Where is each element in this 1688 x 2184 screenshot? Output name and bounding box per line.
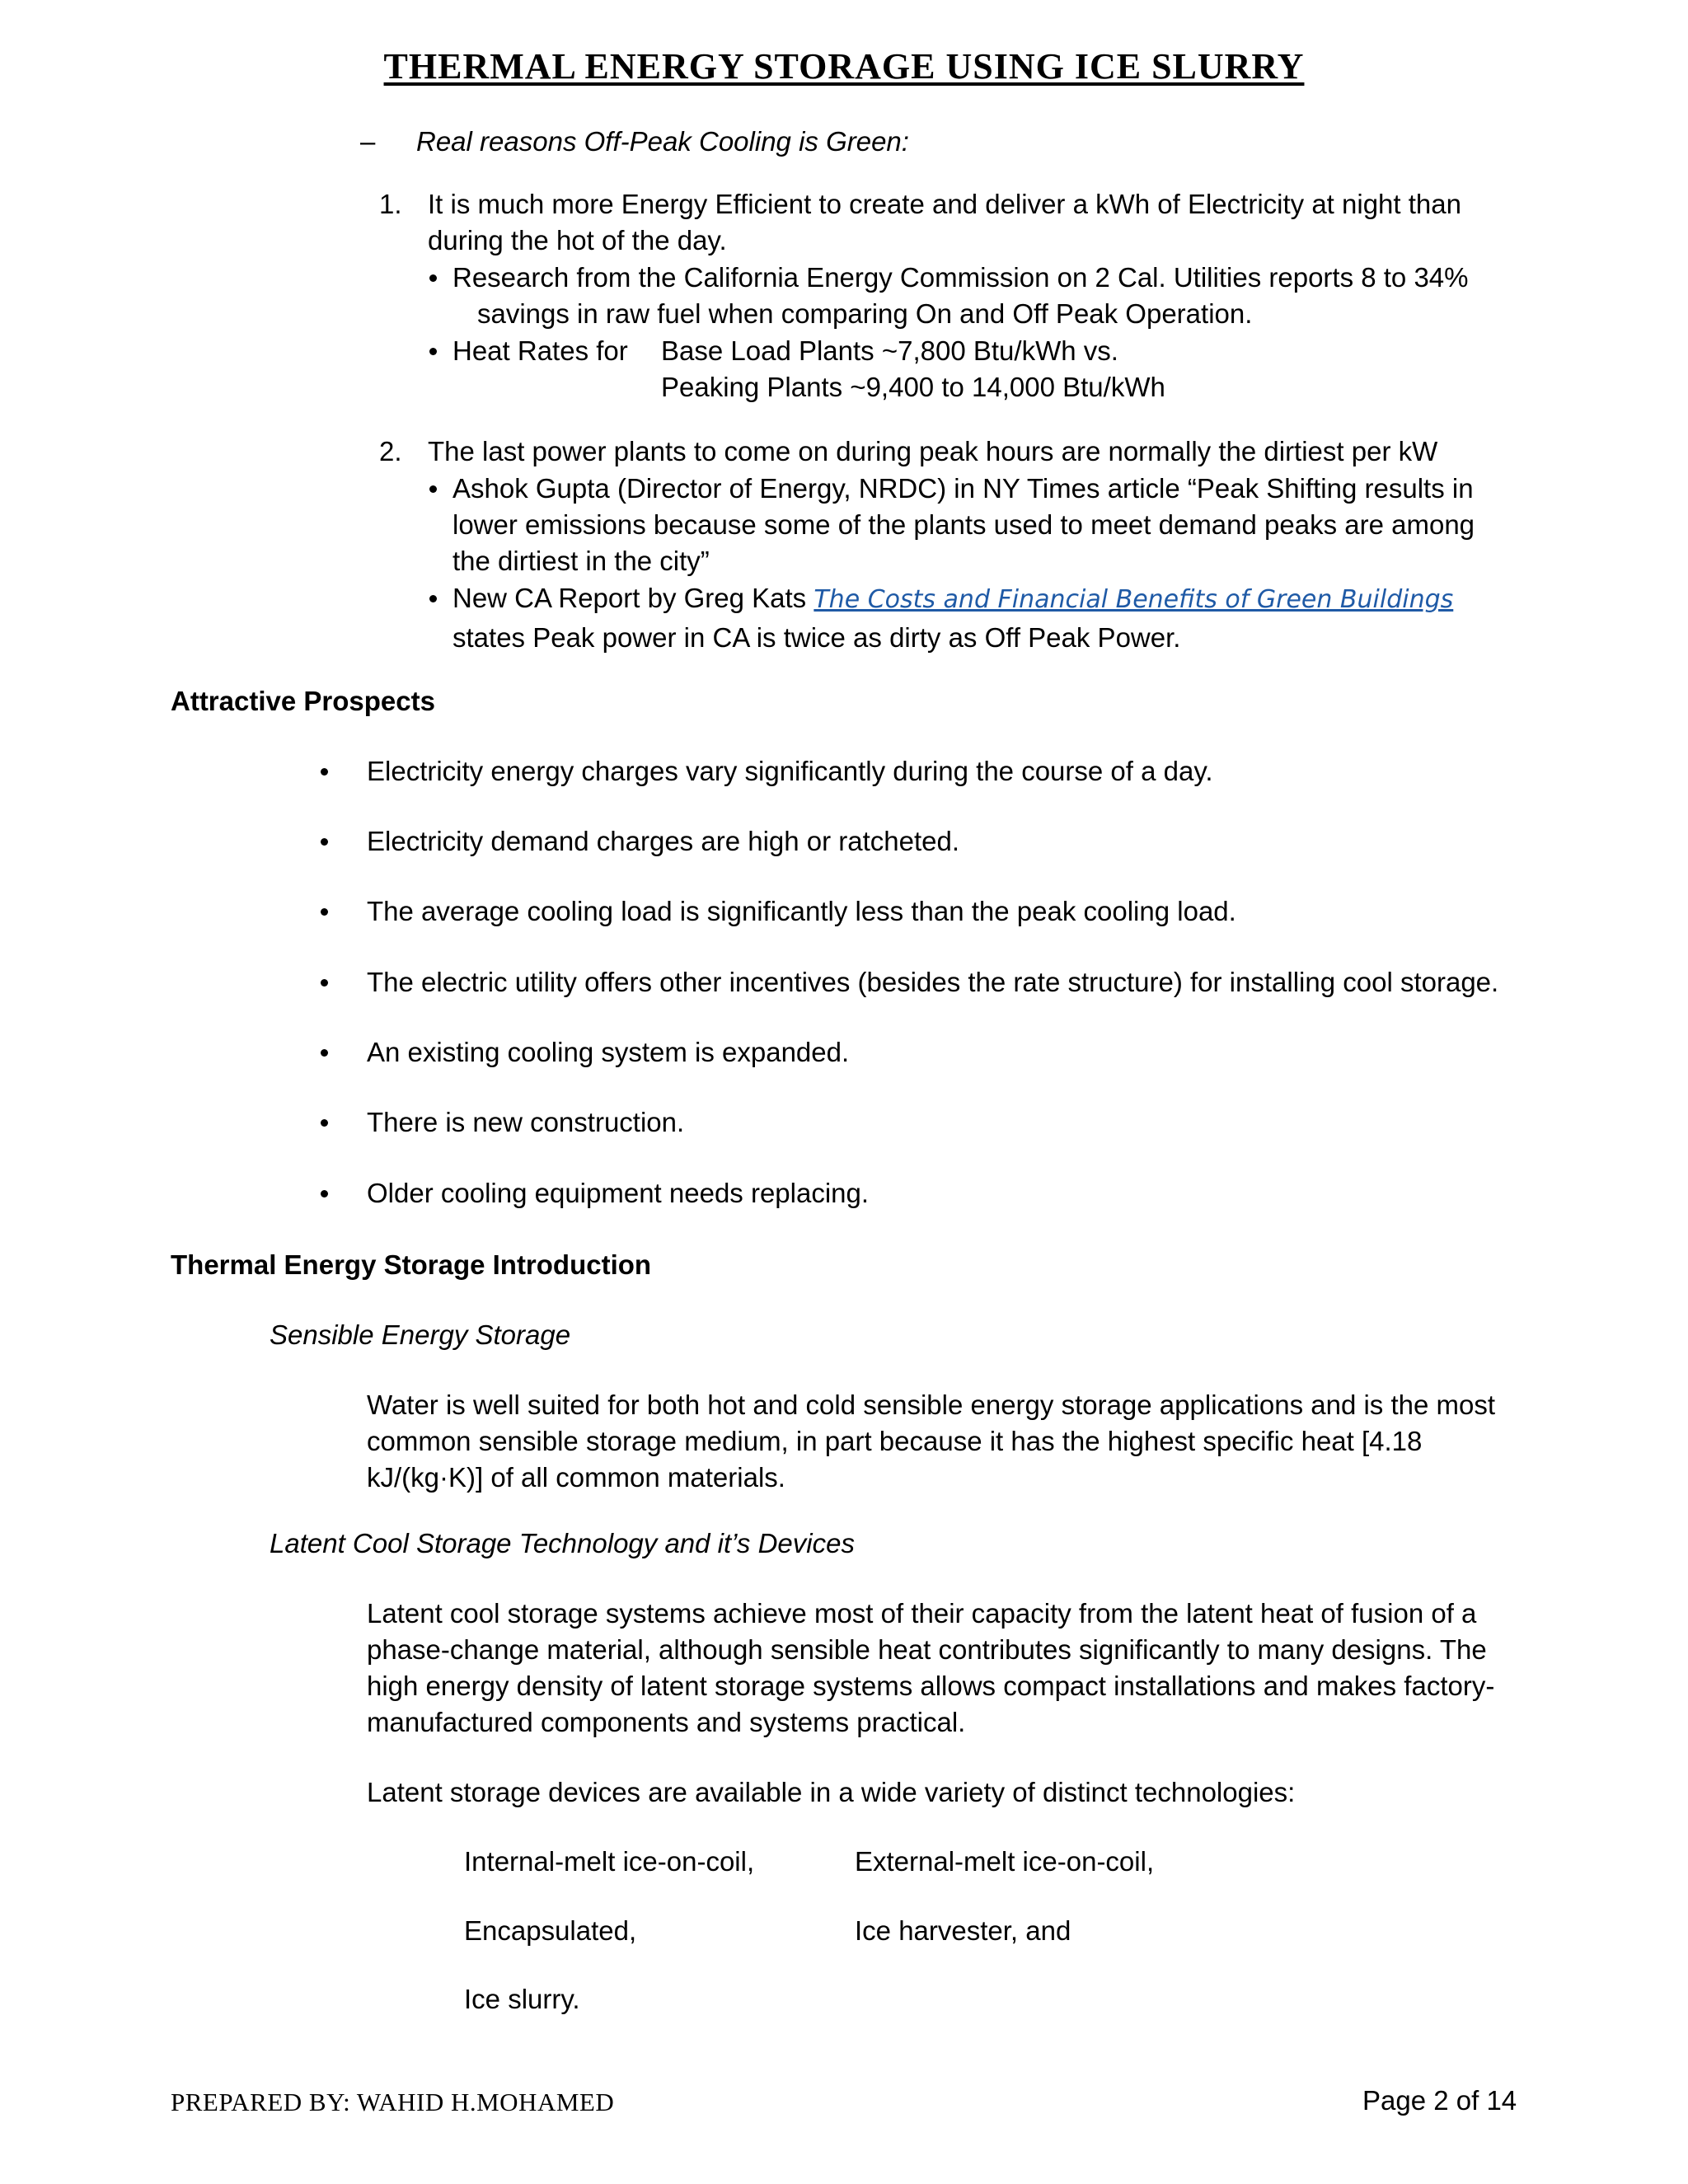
list-number-2: 2. bbox=[379, 436, 402, 466]
item1-bullet1-line1: Research from the California Energy Commission on 2 Cal. Utilities reports 8 to 34% bbox=[452, 262, 1469, 293]
technology-item: Internal-melt ice-on-coil, bbox=[464, 1846, 755, 1877]
bullet-icon bbox=[429, 595, 437, 602]
bullet-icon bbox=[321, 908, 328, 916]
technology-item: External-melt ice-on-coil, bbox=[855, 1846, 1155, 1877]
bullet-icon bbox=[321, 838, 328, 846]
subheading-sensible: Sensible Energy Storage bbox=[270, 1319, 571, 1350]
prospect-item: The average cooling load is significantly less than the peak cooling load. bbox=[367, 896, 1236, 926]
item1-line2: during the hot of the day. bbox=[428, 225, 727, 255]
latent-paragraph-line: manufactured components and systems practical. bbox=[367, 1707, 966, 1737]
item2-bullet1-line3: the dirtiest in the city” bbox=[452, 546, 710, 576]
prospect-item: An existing cooling system is expanded. bbox=[367, 1037, 850, 1067]
green-heading: Real reasons Off-Peak Cooling is Green: bbox=[416, 126, 909, 157]
footer-author: PREPARED BY: WAHID H.MOHAMED bbox=[171, 2088, 615, 2116]
dash-marker: – bbox=[360, 126, 376, 157]
sensible-paragraph-line: common sensible storage medium, in part because it has the highest specific heat [4.18 bbox=[367, 1426, 1423, 1456]
prospect-item: There is new construction. bbox=[367, 1107, 685, 1137]
page-number: Page 2 of 14 bbox=[1362, 2085, 1517, 2116]
subheading-latent: Latent Cool Storage Technology and it’s Devices bbox=[270, 1528, 855, 1558]
report-text: New CA Report by Greg Kats bbox=[452, 583, 814, 613]
heat-rates-line1: Base Load Plants ~7,800 Btu/kWh vs. bbox=[661, 335, 1118, 366]
latent-paragraph-line: high energy density of latent storage systems allows compact installations and makes factory- bbox=[367, 1671, 1495, 1701]
latent-paragraph-line: Latent cool storage systems achieve most of their capacity from the latent heat of fusion of a bbox=[367, 1598, 1477, 1629]
sensible-paragraph-line: Water is well suited for both hot and cold sensible energy storage applications and is the most bbox=[367, 1390, 1496, 1420]
heat-rates-label: Heat Rates for bbox=[452, 335, 628, 366]
item2-bullet2-line1 bbox=[452, 580, 1453, 618]
sensible-paragraph-line: kJ/(kg·K)] of all common materials. bbox=[367, 1462, 785, 1493]
bullet-icon bbox=[429, 485, 437, 493]
bullet-icon bbox=[321, 1119, 328, 1127]
green-buildings-link[interactable]: The Costs and Financial Benefits of Green Buildings bbox=[814, 585, 1454, 614]
prospect-item: Electricity energy charges vary significantly during the course of a day. bbox=[367, 756, 1213, 786]
section-heading-prospects: Attractive Prospects bbox=[171, 686, 435, 716]
item2-line1: The last power plants to come on during peak hours are normally the dirtiest per kW bbox=[428, 436, 1438, 466]
technology-item: Ice slurry. bbox=[464, 1984, 580, 2014]
bullet-icon bbox=[321, 979, 328, 987]
bullet-icon bbox=[321, 1049, 328, 1057]
latent-technologies-intro: Latent storage devices are available in a wide variety of distinct technologies: bbox=[367, 1777, 1296, 1807]
item1-line1: It is much more Energy Efficient to create and deliver a kWh of Electricity at night than bbox=[428, 189, 1461, 219]
bullet-icon bbox=[321, 1190, 328, 1197]
list-number-1: 1. bbox=[379, 189, 402, 219]
page-title: THERMAL ENERGY STORAGE USING ICE SLURRY bbox=[383, 46, 1305, 87]
item2-bullet1-line2: lower emissions because some of the plants used to meet demand peaks are among bbox=[452, 509, 1475, 540]
bullet-icon bbox=[429, 348, 437, 355]
section-heading-tes: Thermal Energy Storage Introduction bbox=[171, 1249, 652, 1280]
technology-item: Encapsulated, bbox=[464, 1915, 637, 1946]
prospect-item: Electricity demand charges are high or ratcheted. bbox=[367, 826, 960, 856]
bullet-icon bbox=[429, 274, 437, 282]
prospect-item: Older cooling equipment needs replacing. bbox=[367, 1178, 870, 1208]
heat-rates-line2: Peaking Plants ~9,400 to 14,000 Btu/kWh bbox=[661, 372, 1165, 402]
bullet-icon bbox=[321, 768, 328, 776]
item2-bullet1-line1: Ashok Gupta (Director of Energy, NRDC) in NY Times article “Peak Shifting results in bbox=[452, 473, 1474, 504]
item1-bullet1-line2: savings in raw fuel when comparing On and Off Peak Operation. bbox=[477, 298, 1253, 329]
prospect-item: The electric utility offers other incentives (besides the rate structure) for installing cool storage. bbox=[367, 967, 1499, 997]
item2-bullet2-line2: states Peak power in CA is twice as dirty as Off Peak Power. bbox=[452, 622, 1181, 653]
technology-item: Ice harvester, and bbox=[855, 1915, 1071, 1946]
latent-paragraph-line: phase-change material, although sensible heat contributes significantly to many designs. The bbox=[367, 1634, 1487, 1665]
